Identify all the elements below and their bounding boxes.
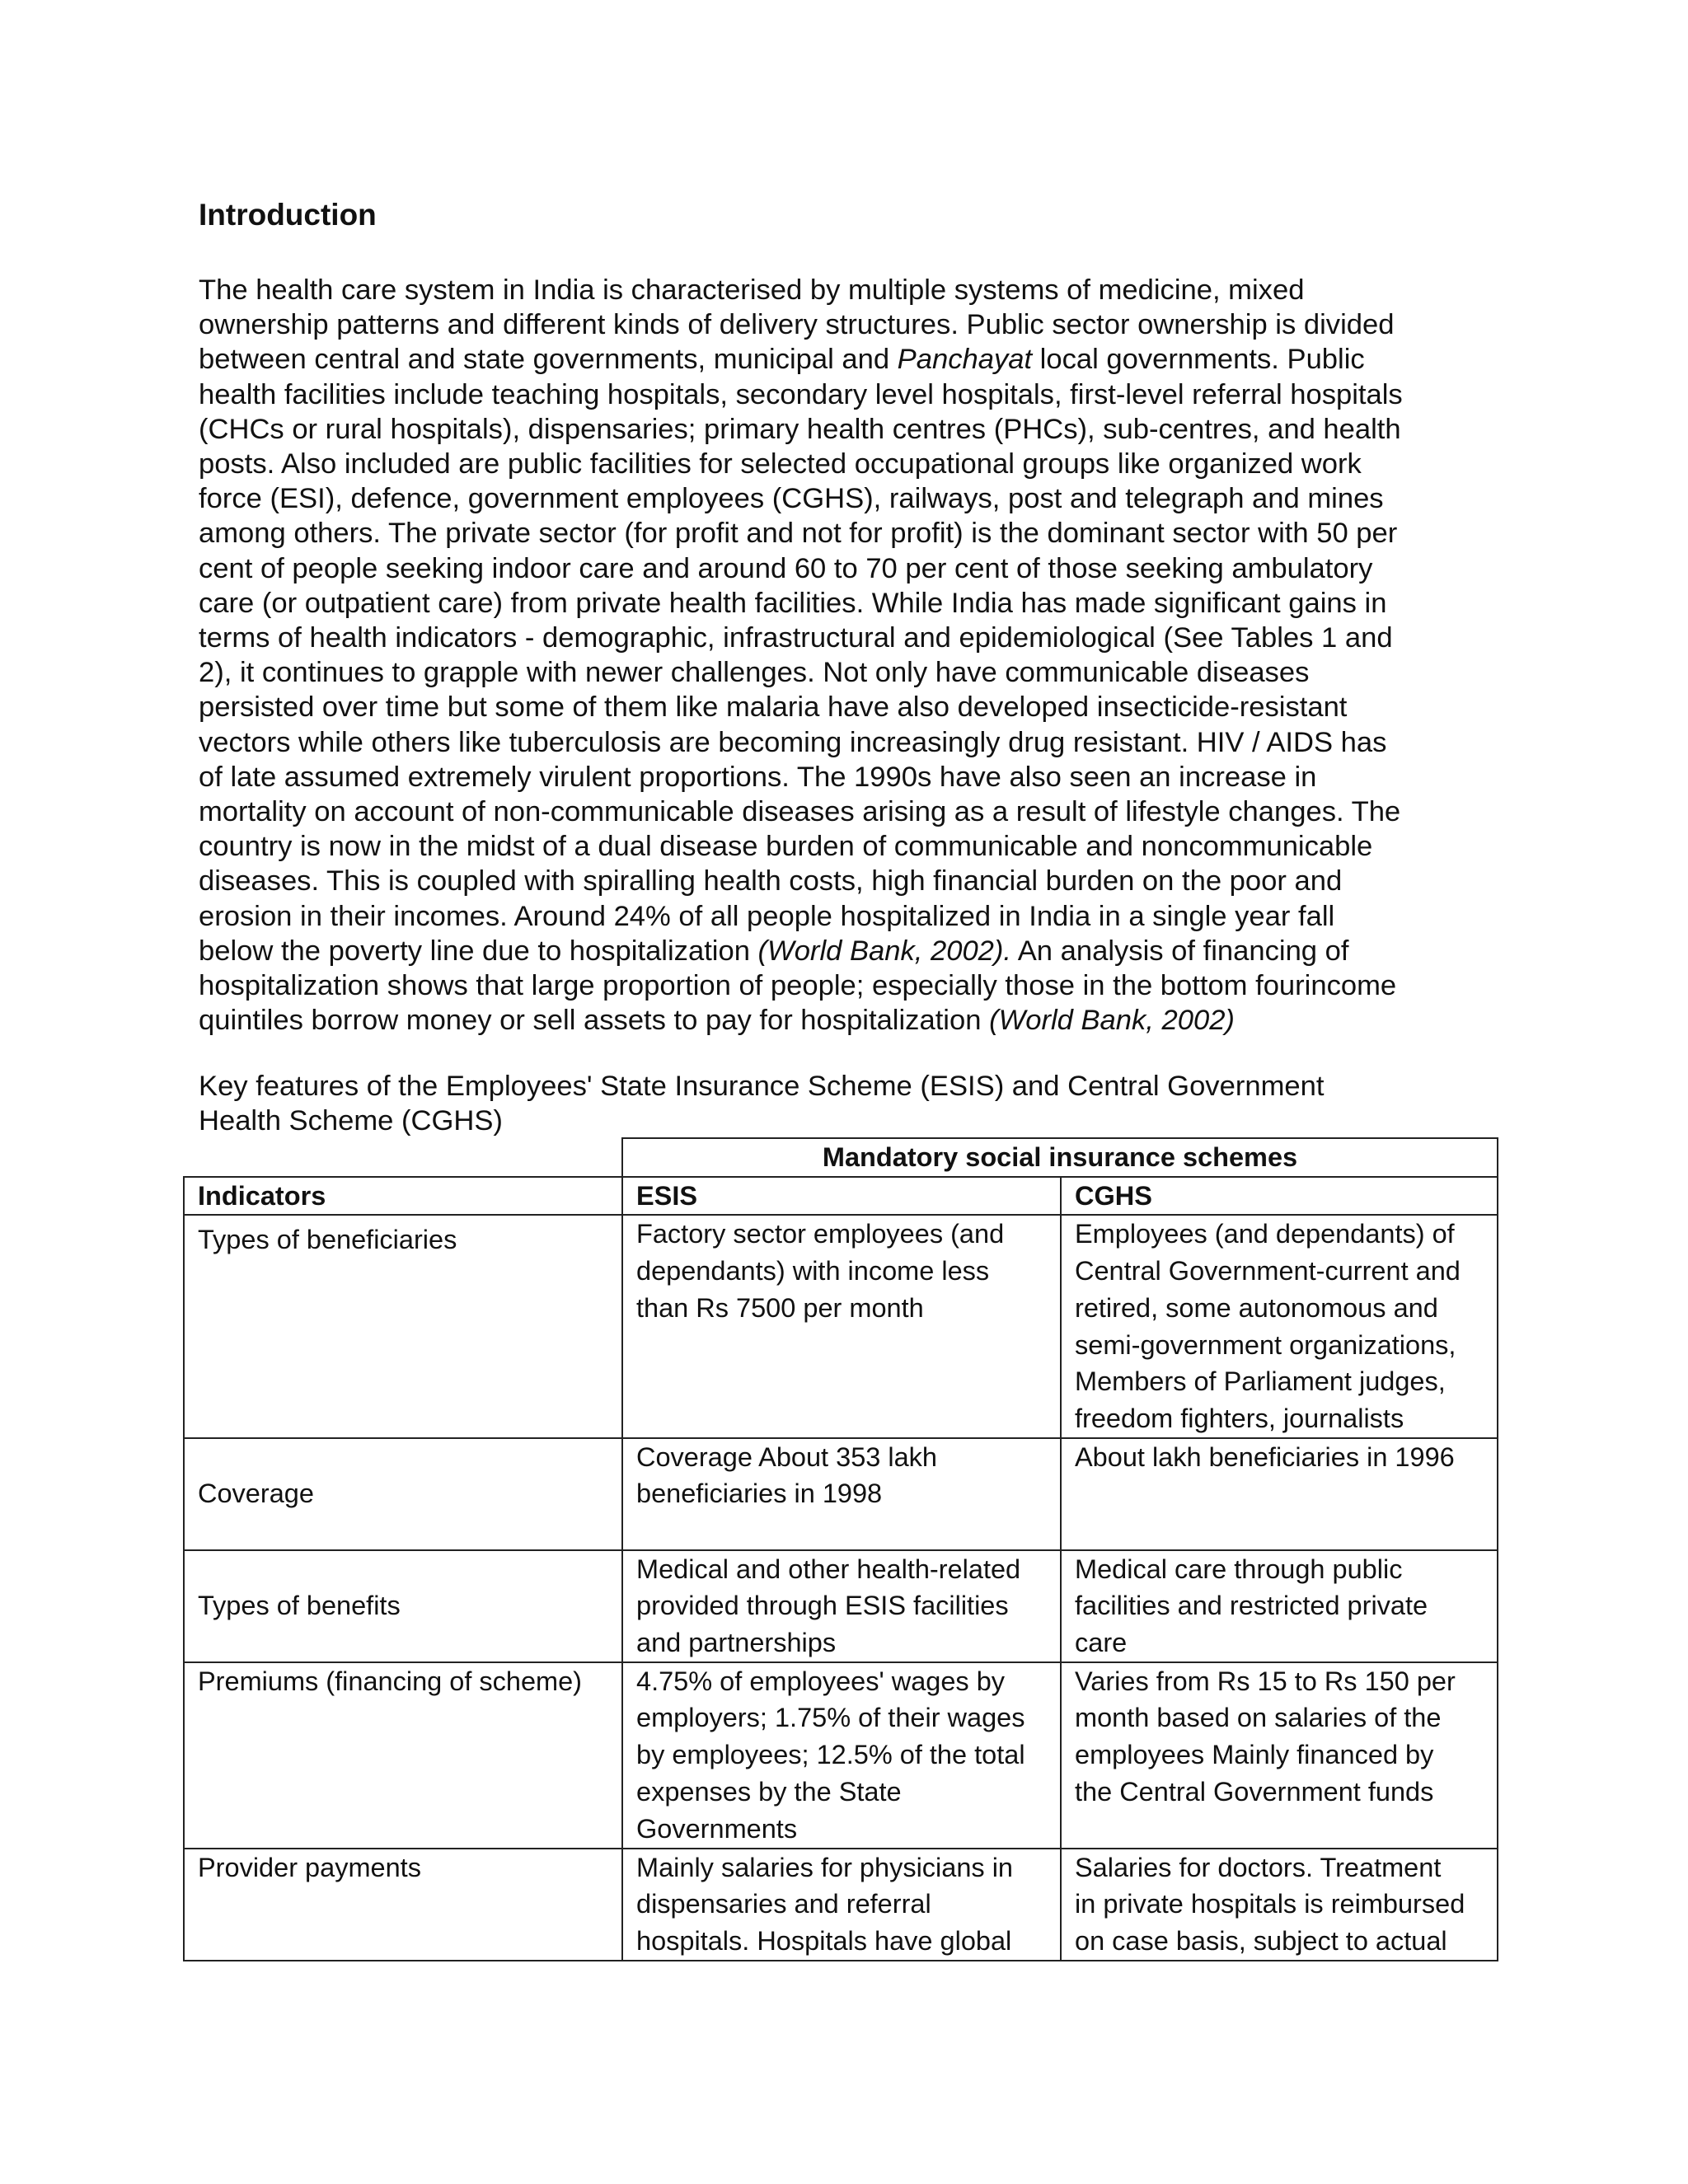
cghs-cell: About lakh beneficiaries in 1996	[1061, 1438, 1498, 1550]
intro-line: diseases. This is coupled with spiralling health costs, high financial burden on the poor and	[199, 865, 1343, 898]
intro-paragraph	[199, 273, 1509, 1038]
table-row	[184, 1215, 1498, 1437]
intro-line: between central and state governments, municipal and Panchayat local governments. Public	[199, 344, 1365, 376]
citation: (World Bank, 2002).	[757, 935, 1012, 967]
group-header-row	[184, 1138, 1498, 1177]
esis-cell: 4.75% of employees' wages by employers; 1.75% of their wages by employees; 12.5% of the total expenses by the State Governments	[622, 1662, 1061, 1849]
indicator-cell: Types of benefits	[184, 1550, 622, 1662]
table-row	[184, 1662, 1498, 1849]
esis-cell: Coverage About 353 lakh beneficiaries in 1998	[622, 1438, 1061, 1550]
column-header: Indicators	[184, 1177, 622, 1216]
cghs-cell: Employees (and dependants) of Central Government-current and retired, some autonomous and semi-government organizations, Members of Parliament judges, freedom fighters, journalists	[1061, 1215, 1498, 1437]
intro-line: among others. The private sector (for profit and not for profit) is the dominant sector with 50 per	[199, 518, 1398, 550]
intro-line: below the poverty line due to hospitalization (World Bank, 2002). An analysis of financing of	[199, 935, 1349, 967]
cghs-cell: Salaries for doctors. Treatment in private hospitals is reimbursed on case basis, subject to actual	[1061, 1849, 1498, 1961]
intro-line: vectors while others like tuberculosis are becoming increasingly drug resistant. HIV / AIDS has	[199, 726, 1387, 758]
intro-line: country is now in the midst of a dual disease burden of communicable and noncommunicable	[199, 831, 1373, 863]
caption-line: Key features of the Employees' State Insurance Scheme (ESIS) and Central Government	[199, 1071, 1325, 1102]
cghs-cell: Medical care through public facilities and restricted private care	[1061, 1550, 1498, 1662]
intro-line: persisted over time but some of them like malaria have also developed insecticide-resistant	[199, 691, 1348, 724]
intro-line: (CHCs or rural hospitals), dispensaries; primary health centres (PHCs), sub-centres, and health	[199, 413, 1401, 445]
intro-line: erosion in their incomes. Around 24% of all people hospitalized in India in a single year fall	[199, 900, 1335, 932]
column-header: ESIS	[622, 1177, 1061, 1216]
indicator-cell: Provider payments	[184, 1849, 622, 1961]
intro-line: quintiles borrow money or sell assets to pay for hospitalization (World Bank, 2002)	[199, 1005, 1235, 1037]
esis-cell: Factory sector employees (and dependants) with income less than Rs 7500 per month	[622, 1215, 1061, 1437]
column-header: CGHS	[1061, 1177, 1498, 1216]
indicator-cell: Types of beneficiaries	[184, 1215, 622, 1437]
intro-line: cent of people seeking indoor care and around 60 to 70 per cent of those seeking ambulatory	[199, 552, 1373, 584]
group-header: Mandatory social insurance schemes	[622, 1138, 1498, 1177]
empty-cell	[184, 1138, 622, 1177]
intro-line: 2), it continues to grapple with newer challenges. Not only have communicable diseases	[199, 657, 1310, 689]
intro-line: hospitalization shows that large proportion of people; especially those in the bottom fourincome	[199, 970, 1397, 1002]
citation: (World Bank, 2002)	[989, 1005, 1235, 1037]
esis-cell: Mainly salaries for physicians in dispensaries and referral hospitals. Hospitals have global	[622, 1849, 1061, 1961]
section-heading: Introduction	[199, 198, 377, 232]
italic-term: Panchayat	[897, 344, 1033, 376]
column-header-row	[184, 1177, 1498, 1216]
intro-line: ownership patterns and different kinds of delivery structures. Public sector ownership is divided	[199, 309, 1395, 341]
table-row	[184, 1550, 1498, 1662]
intro-line: posts. Also included are public facilities for selected occupational groups like organized work	[199, 448, 1362, 480]
table-caption	[199, 1069, 1517, 1138]
indicator-cell: Coverage	[184, 1438, 622, 1550]
intro-line: mortality on account of non-communicable diseases arising as a result of lifestyle changes. The	[199, 796, 1401, 828]
intro-line: of late assumed extremely virulent proportions. The 1990s have also seen an increase in	[199, 761, 1317, 793]
intro-line: health facilities include teaching hospitals, secondary level hospitals, first-level referral hospitals	[199, 378, 1403, 410]
intro-line: care (or outpatient care) from private health facilities. While India has made significant gains in	[199, 587, 1387, 619]
intro-line: force (ESI), defence, government employees (CGHS), railways, post and telegraph and mines	[199, 483, 1384, 515]
cghs-cell: Varies from Rs 15 to Rs 150 per month based on salaries of the employees Mainly financed by the Central Government funds	[1061, 1662, 1498, 1849]
intro-line: The health care system in India is characterised by multiple systems of medicine, mixed	[199, 274, 1305, 306]
caption-line: Health Scheme (CGHS)	[199, 1105, 503, 1137]
table-row	[184, 1849, 1498, 1961]
intro-line: terms of health indicators - demographic, infrastructural and epidemiological (See Tables 1 and	[199, 622, 1393, 654]
table-row	[184, 1438, 1498, 1550]
esis-cell: Medical and other health-related provided through ESIS facilities and partnerships	[622, 1550, 1061, 1662]
indicator-cell: Premiums (financing of scheme)	[184, 1662, 622, 1849]
features-table	[183, 1137, 1498, 1961]
